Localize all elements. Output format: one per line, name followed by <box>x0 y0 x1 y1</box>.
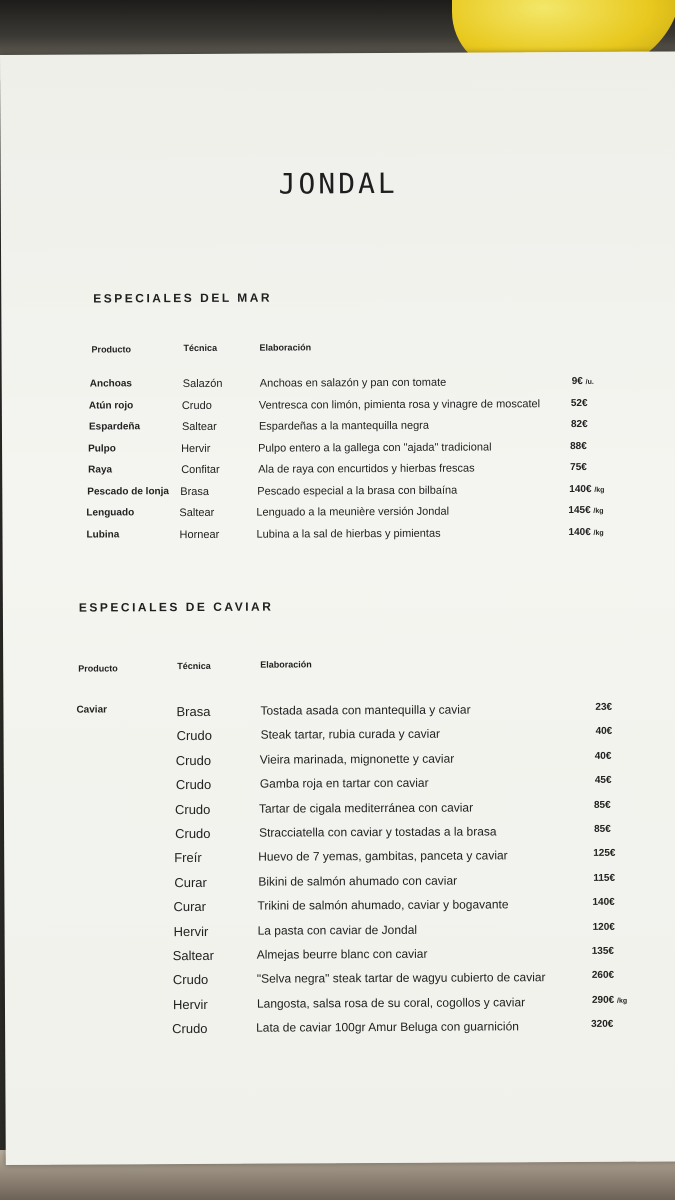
item-technique: Hervir <box>173 923 209 939</box>
restaurant-logo: JONDAL <box>278 166 398 201</box>
menu-item-row <box>2 505 622 528</box>
item-description: Tartar de cigala mediterránea con caviar <box>258 800 474 816</box>
item-product: Atún rojo <box>88 399 134 412</box>
item-price: 290€ /kg <box>591 994 628 1006</box>
item-price: 115€ <box>593 872 616 884</box>
item-product: Pescado de lonja <box>87 485 170 498</box>
item-technique: Hervir <box>181 442 211 455</box>
item-technique: Brasa <box>180 485 210 498</box>
item-description: La pasta con caviar de Jondal <box>257 922 418 938</box>
item-price: 85€ <box>594 823 611 835</box>
item-price: 125€ <box>593 848 616 860</box>
item-price: 82€ <box>570 418 588 431</box>
item-price: 85€ <box>593 799 611 811</box>
item-technique: Crudo <box>174 801 211 817</box>
item-description: Huevo de 7 yemas, gambitas, panceta y caviar <box>258 848 508 865</box>
item-price: 140€ /kg <box>568 526 604 538</box>
menu-item-row <box>5 1019 625 1042</box>
item-price-unit: /u. <box>585 378 594 386</box>
menu-item-row <box>4 897 624 920</box>
item-technique: Curar <box>174 874 207 890</box>
menu-item-row <box>4 799 624 822</box>
header-description: Elaboración <box>260 659 312 670</box>
item-technique: Crudo <box>175 752 212 768</box>
menu-item-row <box>2 483 622 506</box>
item-technique: Crudo <box>175 777 212 793</box>
item-description: Ventresca con limón, pimienta rosa y vinagre de moscatel <box>258 397 541 412</box>
item-technique: Saltear <box>172 947 214 964</box>
item-technique: Brasa <box>176 703 211 720</box>
item-description: Ala de raya con encurtidos y hierbas frescas <box>258 462 475 476</box>
menu-item-row <box>2 462 622 485</box>
item-description: Tostada asada con mantequilla y caviar <box>260 702 471 718</box>
menu-item-row <box>2 440 622 463</box>
item-price: 52€ <box>570 397 588 409</box>
menu-item-row <box>5 946 625 969</box>
item-description: Lenguado a la meunière versión Jondal <box>256 505 450 519</box>
item-product: Lenguado <box>86 507 135 519</box>
header-technique: Técnica <box>177 660 211 672</box>
item-description: Lubina a la sal de hierbas y pimientas <box>256 527 441 541</box>
item-technique: Crudo <box>176 728 213 744</box>
item-description: Bikini de salmón ahumado con caviar <box>258 873 458 889</box>
item-product: Raya <box>88 464 113 476</box>
item-price: 40€ <box>594 750 612 762</box>
menu-item-row <box>5 970 625 993</box>
item-product: Caviar <box>76 704 108 716</box>
menu-item-row <box>2 419 622 442</box>
item-technique: Saltear <box>181 420 217 434</box>
header-description: Elaboración <box>259 342 312 353</box>
item-description: Stracciatella con caviar y tostadas a la brasa <box>259 824 497 840</box>
menu-item-row <box>2 376 622 399</box>
item-price: 23€ <box>595 701 613 713</box>
item-description: Pulpo entero a la gallega con "ajada" tradicional <box>258 440 492 455</box>
item-description: Steak tartar, rubia curada y caviar <box>260 727 441 743</box>
section-title-caviar: ESPECIALES DE CAVIAR <box>78 599 274 615</box>
item-description: Vieira marinada, mignonette y caviar <box>259 751 455 767</box>
item-technique: Hornear <box>179 528 220 541</box>
item-price: 88€ <box>570 440 587 452</box>
item-technique: Confitar <box>181 463 220 477</box>
item-technique: Salazón <box>182 377 223 391</box>
menu-sheet <box>0 51 675 1165</box>
item-technique: Freír <box>174 850 202 866</box>
item-description: Gamba roja en tartar con caviar <box>259 775 429 791</box>
item-price-unit: /kg <box>594 486 605 494</box>
item-price: 40€ <box>595 726 613 738</box>
menu-item-row <box>4 824 624 847</box>
menu-item-row <box>2 397 622 420</box>
item-technique: Crudo <box>172 972 209 988</box>
item-description: "Selva negra" steak tartar de wagyu cubierto de caviar <box>256 970 546 987</box>
menu-item-row <box>4 873 624 896</box>
item-technique: Curar <box>173 899 207 915</box>
menu-item-row <box>5 921 625 944</box>
item-description: Pescado especial a la brasa con bilbaína <box>257 484 458 498</box>
item-description: Lata de caviar 100gr Amur Beluga con guarnición <box>256 1019 519 1035</box>
item-product: Espardeña <box>88 421 141 433</box>
item-price-unit: /kg <box>593 507 604 515</box>
item-price: 320€ <box>591 1018 614 1031</box>
item-price: 145€ /kg <box>568 504 604 517</box>
item-price: 120€ <box>592 921 615 933</box>
item-price: 140€ <box>592 896 615 909</box>
item-product: Lubina <box>86 528 120 541</box>
item-technique: Crudo <box>181 399 212 412</box>
item-description: Anchoas en salazón y pan con tomate <box>259 376 447 390</box>
header-product: Producto <box>78 663 118 674</box>
item-price-unit: /kg <box>616 997 628 1005</box>
item-price: 9€ /u. <box>571 375 594 388</box>
menu-item-row <box>4 726 624 749</box>
item-technique: Crudo <box>175 825 211 842</box>
item-description: Espardeñas a la mantequilla negra <box>258 419 429 433</box>
item-price: 260€ <box>591 970 615 982</box>
item-description: Langosta, salsa rosa de su coral, cogollos y caviar <box>256 995 526 1011</box>
item-price: 75€ <box>570 461 587 474</box>
header-product: Producto <box>91 344 132 355</box>
menu-item-row <box>4 751 624 774</box>
menu-item-row <box>3 702 623 725</box>
menu-item-row <box>4 775 624 798</box>
item-price: 45€ <box>594 774 612 787</box>
item-product: Pulpo <box>88 442 116 455</box>
menu-item-row <box>5 994 628 1018</box>
item-price: 140€ /kg <box>569 483 605 495</box>
item-technique: Saltear <box>179 506 215 520</box>
item-description: Almejas beurre blanc con caviar <box>256 946 428 962</box>
menu-item-row <box>4 848 624 871</box>
header-technique: Técnica <box>183 342 218 354</box>
item-price-unit: /kg <box>593 529 604 537</box>
item-price: 135€ <box>591 945 614 957</box>
item-description: Trikini de salmón ahumado, caviar y bogavante <box>257 897 509 913</box>
menu-item-row <box>2 526 622 549</box>
section-title-mar: ESPECIALES DEL MAR <box>93 290 273 306</box>
item-technique: Hervir <box>172 996 208 1012</box>
item-product: Anchoas <box>89 378 132 390</box>
item-technique: Crudo <box>172 1021 208 1037</box>
